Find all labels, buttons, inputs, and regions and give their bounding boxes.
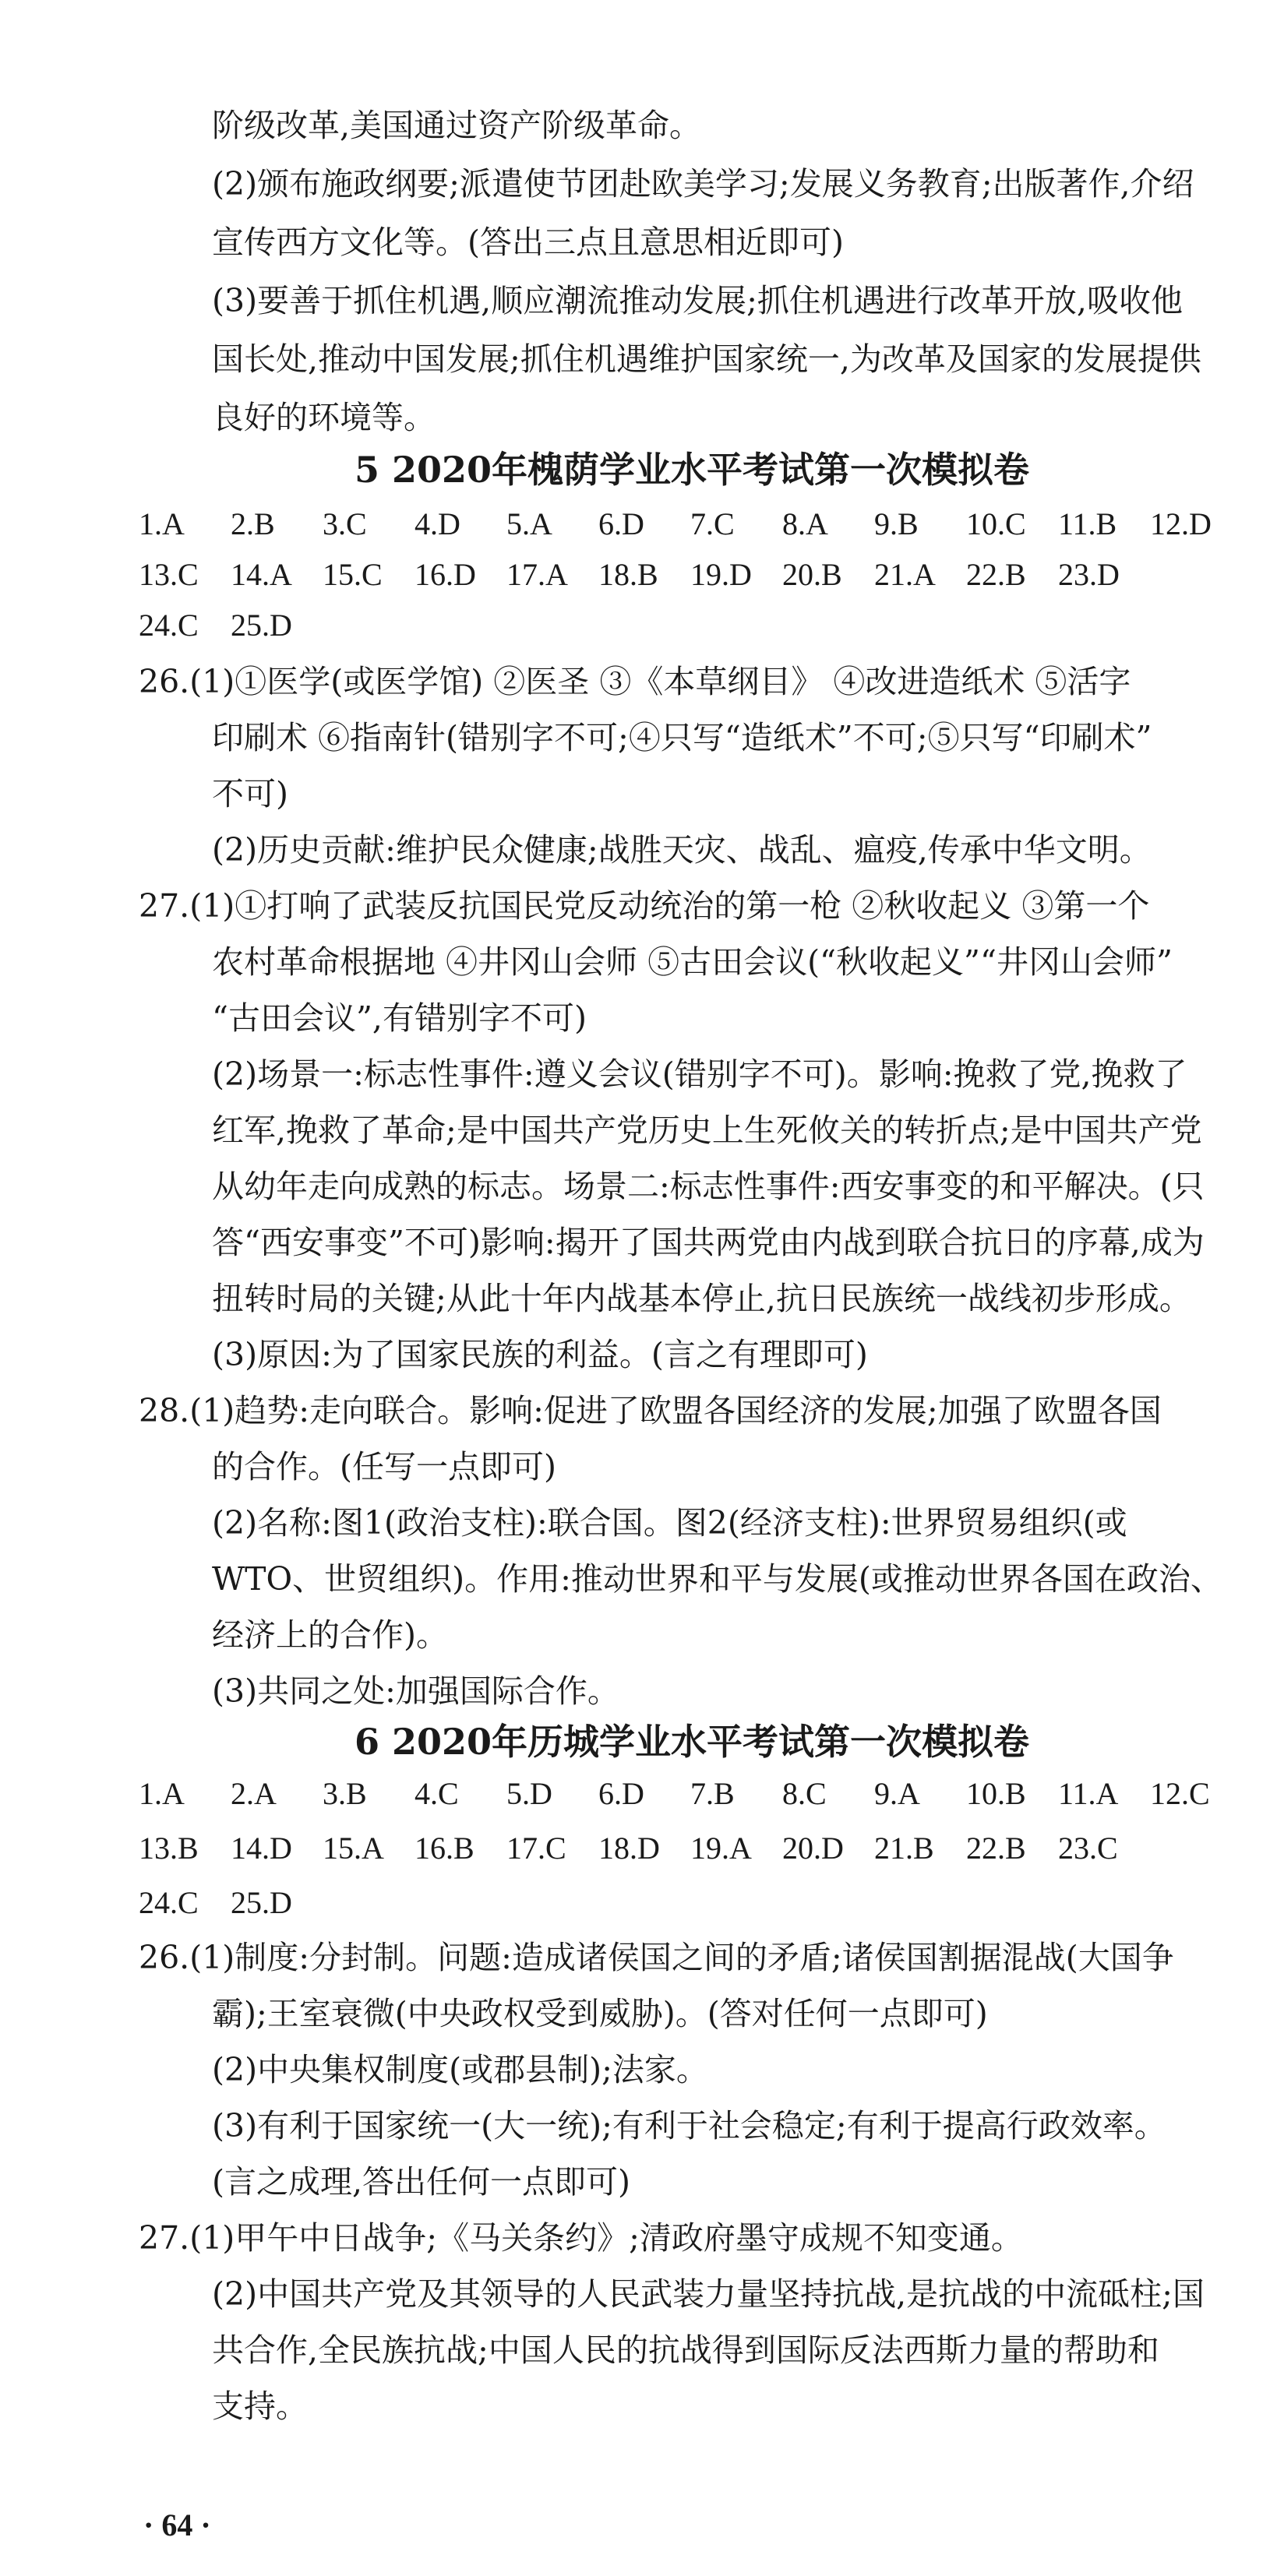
- text-line: 良好的环境等。: [212, 399, 436, 436]
- text-line: 宣传西方文化等。(答出三点且意思相近即可): [212, 224, 844, 261]
- text-line: 红军,挽救了革命;是中国共产党历史上生死攸关的转折点;是中国共产党: [212, 1112, 1202, 1149]
- text-line: 国长处,推动中国发展;抓住机遇维护国家统一,为改革及国家的发展提供: [212, 340, 1201, 378]
- section-title: 6 2020年历城学业水平考试第一次模拟卷: [354, 1721, 1030, 1763]
- text-line: (2)中国共产党及其领导的人民武装力量坚持抗战,是抗战的中流砥柱;国: [212, 2275, 1205, 2313]
- text-line: 阶级改革,美国通过资产阶级革命。: [212, 107, 702, 144]
- answer-row: 1.A 2.A 3.B 4.C 5.D 6.D 7.B 8.C 9.A 10.B 11.A 12.C: [139, 1776, 1210, 1811]
- text-line: (2)历史贡献:维护民众健康;战胜天灾、战乱、瘟疫,传承中华文明。: [212, 831, 1152, 869]
- text-line: (2)场景一:标志性事件:遵义会议(错别字不可)。影响:挽救了党,挽救了: [212, 1055, 1187, 1093]
- text-line: 霸);王室衰微(中央政权受到威胁)。(答对任何一点即可): [212, 1995, 988, 2032]
- text-line: 27.(1)①打响了武装反抗国民党反动统治的第一枪 ②秋收起义 ③第一个: [139, 887, 1150, 925]
- text-line: (2)名称:图1(政治支柱):联合国。图2(经济支柱):世界贸易组织(或: [212, 1504, 1127, 1542]
- text-line: WTO、世贸组织)。作用:推动世界和平与发展(或推动世界各国在政治、: [212, 1560, 1222, 1598]
- text-line: (3)原因:为了国家民族的利益。(言之有理即可): [212, 1336, 868, 1373]
- text-line: 26.(1)①医学(或医学馆) ②医圣 ③《本草纲目》 ④改进造纸术 ⑤活字: [139, 663, 1131, 700]
- text-line: 经济上的合作)。: [212, 1616, 448, 1654]
- text-line: (2)颁布施政纲要;派遣使节团赴欧美学习;发展义务教育;出版著作,介绍: [212, 165, 1194, 203]
- page-number: · 64 ·: [143, 2507, 211, 2543]
- text-line: (2)中央集权制度(或郡县制);法家。: [212, 2051, 708, 2088]
- answer-row: 13.C 14.A 15.C 16.D 17.A 18.B 19.D 20.B 21.A 22.B 23.D: [139, 557, 1120, 592]
- text-line: 农村革命根据地 ④井冈山会师 ⑤古田会议(“秋收起义”“井冈山会师”: [212, 943, 1173, 981]
- text-line: 26.(1)制度:分封制。问题:造成诸侯国之间的矛盾;诸侯国割据混战(大国争: [139, 1939, 1174, 1976]
- text-line: 的合作。(任写一点即可): [212, 1448, 556, 1485]
- text-line: 不可): [212, 775, 288, 812]
- answer-row: 1.A 2.B 3.C 4.D 5.A 6.D 7.C 8.A 9.B 10.C 11.B 12.D: [139, 506, 1212, 541]
- text-line: 从幼年走向成熟的标志。场景二:标志性事件:西安事变的和平解决。(只: [212, 1168, 1205, 1205]
- text-line: 27.(1)甲午中日战争;《马关条约》;清政府墨守成规不知变通。: [139, 2219, 1023, 2257]
- text-line: (3)有利于国家统一(大一统);有利于社会稳定;有利于提高行政效率。: [212, 2107, 1166, 2144]
- text-line: (言之成理,答出任何一点即可): [212, 2163, 631, 2201]
- text-line: 扭转时局的关键;从此十年内战基本停止,抗日民族统一战线初步形成。: [212, 1280, 1191, 1317]
- answer-row: 24.C 25.D: [139, 608, 292, 643]
- text-line: 共合作,全民族抗战;中国人民的抗战得到国际反法西斯力量的帮助和: [212, 2331, 1159, 2369]
- text-line: 支持。: [212, 2387, 308, 2425]
- text-line: 28.(1)趋势:走向联合。影响:促进了欧盟各国经济的发展;加强了欧盟各国: [139, 1392, 1162, 1429]
- text-line: (3)共同之处:加强国际合作。: [212, 1672, 619, 1710]
- text-line: “古田会议”,有错别字不可): [212, 999, 587, 1037]
- section-title: 5 2020年槐荫学业水平考试第一次模拟卷: [354, 449, 1030, 491]
- text-line: 印刷术 ⑥指南针(错别字不可;④只写“造纸术”不可;⑤只写“印刷术”: [212, 719, 1152, 756]
- answer-row: 24.C 25.D: [139, 1885, 292, 1920]
- answer-row: 13.B 14.D 15.A 16.B 17.C 18.D 19.A 20.D 21.B 22.B 23.C: [139, 1831, 1118, 1866]
- text-line: (3)要善于抓住机遇,顺应潮流推动发展;抓住机遇进行改革开放,吸收他: [212, 282, 1183, 319]
- text-line: 答“西安事变”不可)影响:揭开了国共两党由内战到联合抗日的序幕,成为: [212, 1224, 1205, 1261]
